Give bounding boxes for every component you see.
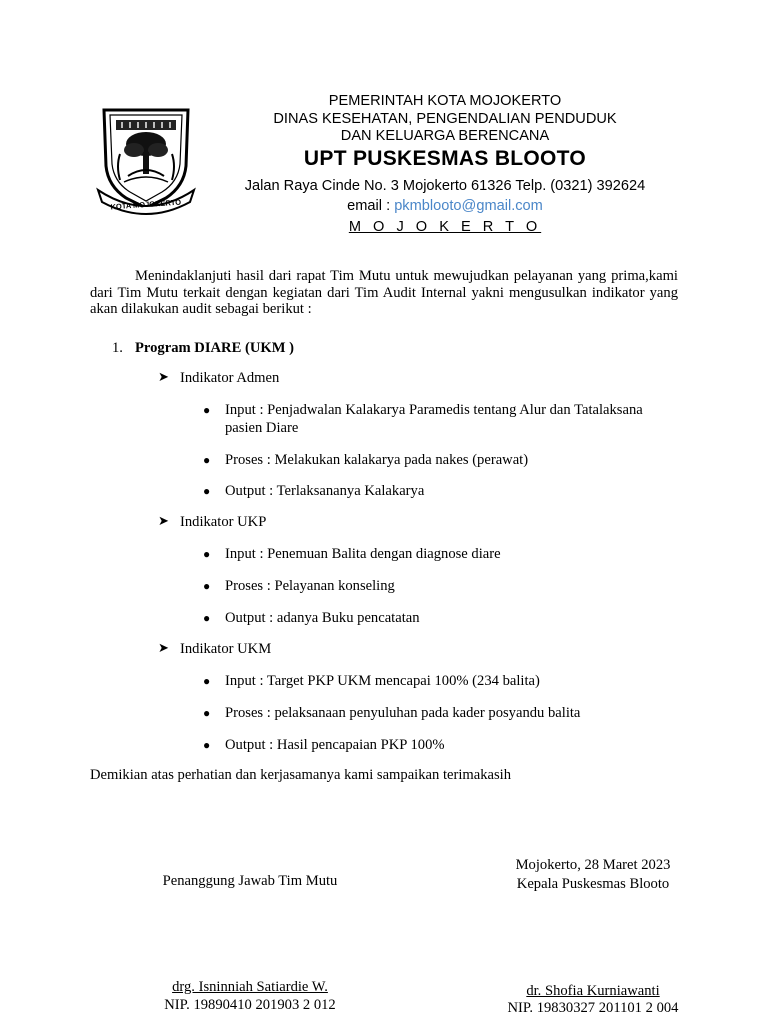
closing-text: Demikian atas perhatian dan kerjasamanya kami sampaikan terimakasih: [90, 767, 512, 783]
bullet-icon: ●: [203, 674, 211, 688]
bullet-icon: ●: [203, 738, 211, 752]
bullet-icon: ●: [203, 484, 211, 498]
right-signer-role: Kepala Puskesmas Blooto: [516, 876, 670, 892]
list-item: [225, 402, 678, 419]
right-signer-name: dr. Shofia Kurniawanti: [526, 983, 660, 999]
intro-paragraph: Menindaklanjuti hasil dari rapat Tim Mutu untuk mewujudkan pelayanan yang prima,kami dari Tim Mutu terkait dengan kegiatan dari Tim Audit Internal yakni mengusulkan indikator yang akan dilakukan audit sebagai berikut :: [90, 268, 678, 317]
list-item: [225, 546, 501, 563]
item-label: Input :: [225, 673, 264, 689]
arrow-bullet-icon: ➤: [158, 641, 169, 656]
email-label: email :: [347, 198, 395, 214]
header-city: M O J O K E R T O: [348, 219, 542, 235]
item-text: Target PKP UKM mencapai 100% (234 balita): [263, 673, 540, 689]
item-text-cont: pasien Diare: [225, 420, 299, 436]
item-label: Output :: [225, 483, 274, 499]
bullet-icon: ●: [203, 611, 211, 625]
bullet-icon: ●: [203, 579, 211, 593]
header-address: Jalan Raya Cinde No. 3 Mojokerto 61326 Telp. (0321) 392624: [244, 178, 646, 194]
emblem-banner-text: KOTA MOJOKERTO: [110, 197, 182, 212]
header-title: UPT PUSKESMAS BLOOTO: [303, 147, 587, 170]
bullet-icon: ●: [203, 547, 211, 561]
item-label: Proses :: [225, 578, 271, 594]
item-label: Output :: [225, 737, 274, 753]
list-item: [225, 737, 445, 754]
item-text: Penjadwalan Kalakarya Paramedis tentang Alur dan Tatalaksana: [263, 402, 643, 418]
email-link[interactable]: pkmblooto@gmail.com: [394, 198, 543, 214]
item-text: Melakukan kalakarya pada nakes (perawat): [270, 452, 529, 468]
item-label: Proses :: [225, 705, 271, 721]
item-text: Pelayanan konseling: [270, 578, 395, 594]
city-emblem-logo: [94, 106, 198, 218]
bullet-icon: ●: [203, 403, 211, 417]
item-text: adanya Buku pencatatan: [273, 610, 420, 626]
item-label: Proses :: [225, 452, 271, 468]
list-item: [225, 578, 395, 595]
left-signer-nip: NIP. 19890410 201903 2 012: [164, 997, 336, 1013]
header-department-cont: DAN KELUARGA BERENCANA: [340, 128, 550, 144]
place-date: Mojokerto, 28 Maret 2023: [515, 857, 671, 873]
left-signer-role: Penanggung Jawab Tim Mutu: [162, 873, 338, 889]
section-title-ukm: Indikator UKM: [180, 641, 272, 657]
arrow-bullet-icon: ➤: [158, 370, 169, 385]
section-title-admen: Indikator Admen: [180, 370, 280, 386]
bullet-icon: ●: [203, 453, 211, 467]
arrow-bullet-icon: ➤: [158, 514, 169, 529]
item-label: Input :: [225, 546, 264, 562]
right-signer-nip: NIP. 19830327 201101 2 004: [507, 1000, 679, 1016]
item-text: Terlaksananya Kalakarya: [273, 483, 425, 499]
program-number: 1.: [112, 340, 123, 356]
item-text: Hasil pencapaian PKP 100%: [273, 737, 445, 753]
item-label: Input :: [225, 402, 264, 418]
list-item: [225, 673, 540, 690]
left-signer-name: drg. Isninniah Satiardie W.: [172, 979, 328, 995]
item-label: Output :: [225, 610, 274, 626]
list-item: [225, 610, 420, 627]
bullet-icon: ●: [203, 706, 211, 720]
header-government: PEMERINTAH KOTA MOJOKERTO: [328, 93, 562, 109]
list-item: [225, 705, 580, 722]
list-item: [225, 452, 528, 469]
header-department: DINAS KESEHATAN, PENGENDALIAN PENDUDUK: [273, 111, 617, 127]
header-email-row: [230, 198, 660, 214]
program-title: Program DIARE (UKM ): [135, 340, 295, 356]
section-title-ukp: Indikator UKP: [180, 514, 267, 530]
item-text: pelaksanaan penyuluhan pada kader posyandu balita: [270, 705, 581, 721]
list-item: [225, 483, 424, 500]
item-text: Penemuan Balita dengan diagnose diare: [263, 546, 501, 562]
